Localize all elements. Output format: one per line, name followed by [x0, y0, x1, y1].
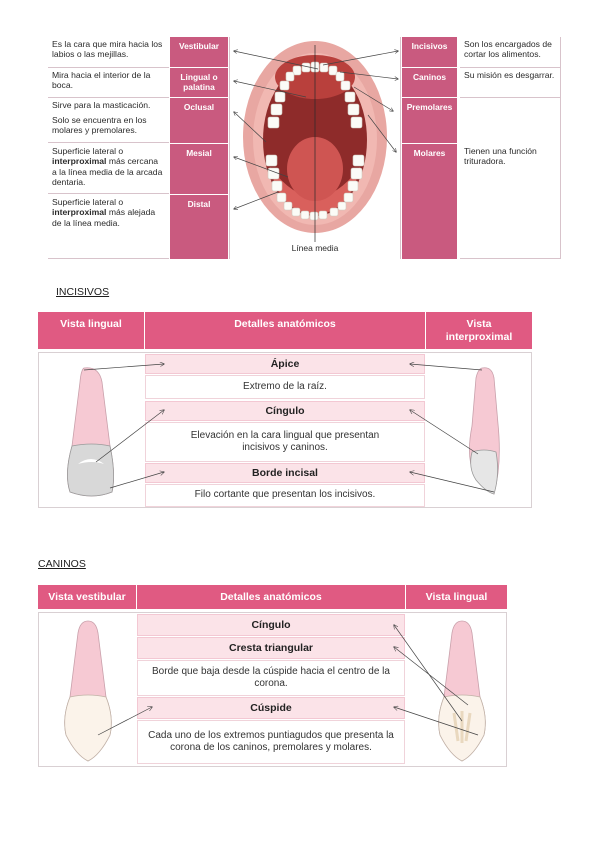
row-label-cuspide: Cúspide [137, 697, 405, 719]
label-mesial: Mesial [170, 144, 228, 194]
desc-vestibular: Es la cara que mira hacia los labios o las mejillas. [52, 39, 163, 60]
label-vestibular: Vestibular [170, 37, 228, 67]
row-desc-cresta-triangular: Borde que baja desde la cúspide hacia el centro de la corona. [137, 660, 405, 696]
row-label-cingulo-canino: Cíngulo [137, 614, 405, 636]
incisivos-arrows [38, 312, 532, 508]
incisivos-section-title: INCISIVOS [56, 286, 110, 298]
incisivos-header-lingual: Vista lingual [38, 312, 144, 349]
row-desc-cingulo: Elevación en la cara lingual que presentan incisivos y caninos. [145, 422, 425, 462]
row-label-cresta-triangular: Cresta triangular [137, 637, 405, 659]
caninos-arrows [38, 585, 507, 767]
incisivos-header-details: Detalles anatómicos [145, 312, 425, 349]
desc-oclusal-note: Solo se encuentra en los molares y premolares. [52, 115, 147, 136]
midline-caption: Línea media [291, 243, 339, 253]
desc-oclusal: Sirve para la masticación. [52, 100, 151, 110]
label-molares: Molares [402, 144, 457, 259]
label-distal: Distal [170, 195, 228, 259]
caninos-header-lingual: Vista lingual [406, 585, 507, 609]
top-anatomy-table [48, 37, 561, 259]
desc-molares: Tienen una función trituradora. [464, 146, 537, 167]
desc-mesial: Superficie lateral o interproximal más cercana a la línea media de la arcada dentaria. [52, 146, 163, 188]
label-caninos: Caninos [402, 68, 457, 97]
caninos-section-title: CANINOS [38, 558, 86, 570]
caninos-header-details: Detalles anatómicos [137, 585, 405, 609]
desc-distal: Superficie lateral o interproximal más alejada de la línea media. [52, 197, 156, 228]
row-label-apice: Ápice [145, 354, 425, 374]
row-label-cingulo: Cíngulo [145, 401, 425, 421]
caninos-table [38, 585, 507, 767]
caninos-header-vestibular: Vista vestibular [38, 585, 136, 609]
row-desc-cuspide: Cada uno de los extremos puntiagudos que presenta la corona de los caninos, premolares y molares. [137, 720, 405, 764]
desc-lingual: Mira hacia el interior de la boca. [52, 70, 151, 91]
label-incisivos: Incisivos [402, 37, 457, 67]
desc-caninos: Su misión es desgarrar. [464, 70, 555, 80]
row-desc-borde-incisal: Filo cortante que presentan los incisivos. [145, 484, 425, 507]
label-oclusal: Oclusal [170, 98, 228, 143]
desc-incisivos: Son los encargados de cortar los alimentos. [464, 39, 552, 60]
incisivos-table [38, 312, 532, 508]
row-desc-apice: Extremo de la raíz. [145, 375, 425, 399]
incisivos-header-interproximal: Vista interproximal [426, 312, 532, 349]
row-label-borde-incisal: Borde incisal [145, 463, 425, 483]
top-arrows [48, 37, 561, 259]
label-lingual: Lingual o palatina [170, 68, 228, 97]
label-premolares: Premolares [402, 98, 457, 143]
